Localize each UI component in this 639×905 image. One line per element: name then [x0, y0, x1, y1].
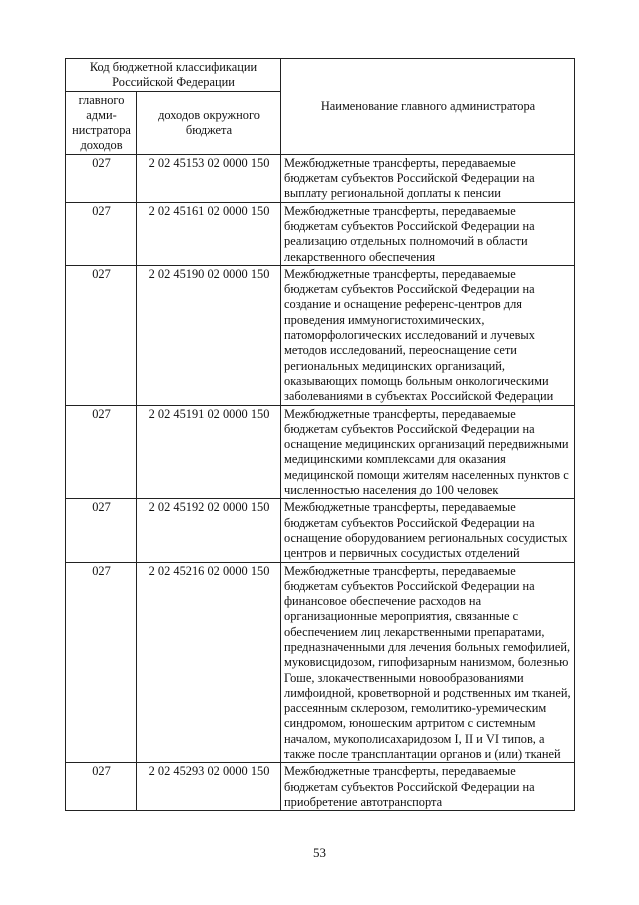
- admin-code-cell: 027: [66, 154, 137, 202]
- admin-code-cell: 027: [66, 562, 137, 763]
- admin-code-cell: 027: [66, 405, 137, 499]
- administrator-name-cell: Межбюджетные трансферты, передаваемые бюджетам субъектов Российской Федерации на создание и оснащение референс-центров для проведения иммуногистохимических, патоморфологических исследований и лучевых методов исследований, переоснащение сети региональных медицинских организаций, оказывающих помощь больным онкологическими заболеваниями в субъектах Российской Федерации: [281, 265, 575, 405]
- admin-code-cell: 027: [66, 265, 137, 405]
- table-row: [66, 405, 575, 499]
- budget-classification-table: [65, 58, 575, 811]
- header-classification-code: Код бюджетной классификации Российской Федерации: [66, 59, 281, 92]
- page-number: 53: [313, 845, 326, 860]
- table-row: [66, 562, 575, 763]
- header-administrator-name: Наименование главного администратора: [281, 59, 575, 155]
- header-district-budget-revenue: доходов окружного бюджета: [137, 91, 281, 154]
- admin-code-cell: 027: [66, 202, 137, 265]
- kbk-cell: 2 02 45192 02 0000 150: [137, 499, 281, 562]
- admin-code-cell: 027: [66, 763, 137, 811]
- administrator-name-cell: Межбюджетные трансферты, передаваемые бюджетам субъектов Российской Федерации на выплату региональной доплаты к пенсии: [281, 154, 575, 202]
- kbk-cell: 2 02 45153 02 0000 150: [137, 154, 281, 202]
- administrator-name-cell: Межбюджетные трансферты, передаваемые бюджетам субъектов Российской Федерации на приобретение автотранспорта: [281, 763, 575, 811]
- header-main-administrator: главного адми-нистратора доходов: [66, 91, 137, 154]
- table-row: [66, 154, 575, 202]
- administrator-name-cell: Межбюджетные трансферты, передаваемые бюджетам субъектов Российской Федерации на оснащение оборудованием региональных сосудистых центров и первичных сосудистых отделений: [281, 499, 575, 562]
- kbk-cell: 2 02 45190 02 0000 150: [137, 265, 281, 405]
- administrator-name-cell: Межбюджетные трансферты, передаваемые бюджетам субъектов Российской Федерации на оснащение медицинских организаций передвижными медицинскими комплексами для оказания медицинской помощи жителям населенных пунктов с численностью населения до 100 человек: [281, 405, 575, 499]
- table-header-row: [66, 59, 575, 92]
- table-row: [66, 499, 575, 562]
- administrator-name-cell: Межбюджетные трансферты, передаваемые бюджетам субъектов Российской Федерации на реализацию отдельных полномочий в области лекарственного обеспечения: [281, 202, 575, 265]
- administrator-name-cell: Межбюджетные трансферты, передаваемые бюджетам субъектов Российской Федерации на финансовое обеспечение расходов на организационные мероприятия, связанные с обеспечением лиц лекарственными препаратами, предназначенными для лечения больных гемофилией, муковисцидозом, гипофизарным нанизмом, болезнью Гоше, злокачественными новообразованиями лимфоидной, кроветворной и родственных им тканей, рассеянным склерозом, гемолитико-уремическим синдромом, юношеским артритом с системным началом, мукополисахаридозом I, II и VI типов, а также после трансплантации органов и (или) тканей: [281, 562, 575, 763]
- table-body: [66, 154, 575, 810]
- kbk-cell: 2 02 45293 02 0000 150: [137, 763, 281, 811]
- admin-code-cell: 027: [66, 499, 137, 562]
- kbk-cell: 2 02 45161 02 0000 150: [137, 202, 281, 265]
- kbk-cell: 2 02 45216 02 0000 150: [137, 562, 281, 763]
- table-row: [66, 202, 575, 265]
- kbk-cell: 2 02 45191 02 0000 150: [137, 405, 281, 499]
- table-row: [66, 763, 575, 811]
- table-row: [66, 265, 575, 405]
